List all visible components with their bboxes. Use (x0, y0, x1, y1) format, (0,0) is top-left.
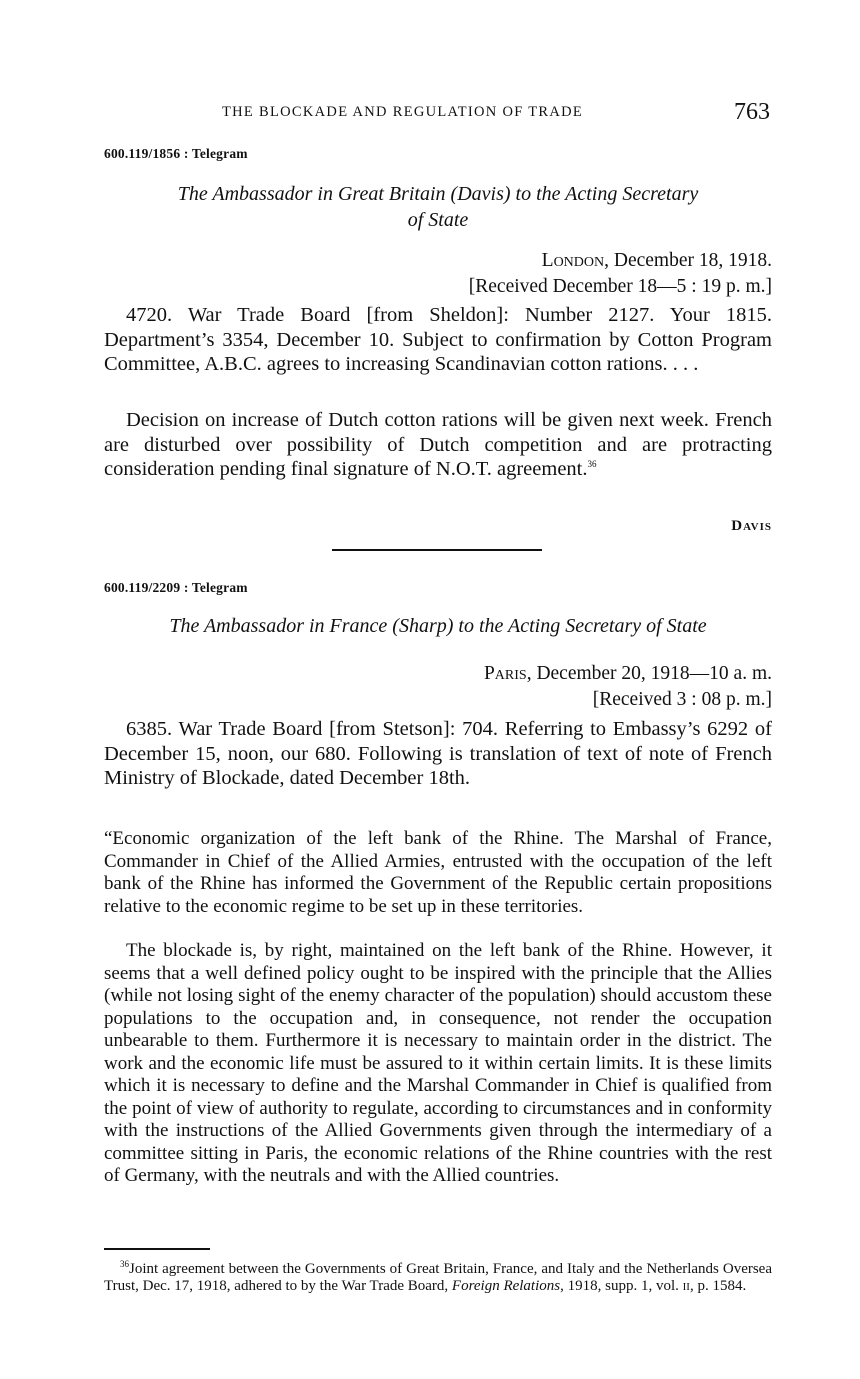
dateline-date: , December 18, 1918. (604, 250, 772, 271)
dateline-2 (104, 663, 772, 685)
dateline-place: Paris (483, 663, 527, 684)
quote-paragraph-1: “Economic organization of the left bank of the Rhine. The Marshal of France, Commander in Chief of the Allied Armies, entrusted with the occupation of the left bank of the Rhine has informed the Government of the Republic certain propositions relative to the economic regime to be set up in these territories. (104, 828, 772, 917)
footnote-text: Joint agreement between the Governments of Great Britain, France, and Italy and the Netherlands Oversea Trust, Dec. 17, 1918, adhered to by the War Trade Board, (104, 1261, 772, 1294)
paragraph-text: Decision on increase of Dutch cotton rations will be given next week. French are disturbed over possibility of Dutch competition and are protracting consideration pending final signature of N.O.T. agreement. (104, 409, 772, 480)
document-heading-1 (104, 181, 772, 233)
dateline-1 (104, 250, 772, 272)
paragraph-1-2 (104, 408, 772, 482)
file-reference-2: 600.119/2209 : Telegram (104, 580, 248, 595)
heading-line-2: of State (407, 209, 469, 231)
received-line-1: [Received December 18—5 : 19 p. m.] (468, 276, 772, 297)
running-title: THE BLOCKADE AND REGULATION OF TRADE (222, 104, 584, 120)
section-divider (332, 549, 542, 551)
footnote (104, 1261, 772, 1295)
footnote-text-end: , 1918, supp. 1, vol. (560, 1278, 683, 1294)
paragraph-1-1: 4720. War Trade Board [from Sheldon]: Number 2127. Your 1815. Department’s 3354, December 10. Subject to confirmation by Cotton Program Committee, A.B.C. agrees to increasing Scandinavian cotton rations. . . . (104, 304, 772, 375)
dateline-place: London (541, 250, 605, 271)
received-line-2: [Received 3 : 08 p. m.] (592, 689, 772, 710)
signature-1: Davis (731, 518, 772, 534)
document-heading-2: The Ambassador in France (Sharp) to the Acting Secretary of State (169, 615, 707, 637)
footnote-marker: 36 (587, 459, 597, 470)
footnote-page: , p. 1584. (689, 1278, 747, 1294)
dateline-date: , December 20, 1918—10 a. m. (526, 663, 772, 684)
footnote-volume: ii (682, 1278, 690, 1294)
file-reference-1: 600.119/1856 : Telegram (104, 146, 248, 161)
paragraph-2-1: 6385. War Trade Board [from Stetson]: 704. Referring to Embassy’s 6292 of December 15, noon, our 680. Following is translation of text of note of French Ministry of Blockade, dated December 18th. (104, 718, 772, 789)
footnote-italic-title: Foreign Relations (451, 1278, 561, 1294)
footnote-rule (104, 1248, 210, 1250)
footnote-number: 36 (120, 1259, 129, 1269)
page-number: 763 (734, 99, 770, 125)
quote-paragraph-2: The blockade is, by right, maintained on the left bank of the Rhine. However, it seems that a well defined policy ought to be inspired with the principle that the Allies (while not losing sight of the enemy character of the population) should accustom these populations to the occupation and, in consequence, not render the occupation unbearable to them. Furthermore it is necessary to maintain order in the district. The work and the economic life must be assured to it within certain limits. It is these limits which it is necessary to define and the Marshal Commander in Chief is qualified from the point of view of authority to regulate, according to circumstances and in conformity with the instructions of the Allied Governments given through the intermediary of a committee sitting in Paris, the economic relations of the Rhine countries with the rest of Germany, with the neutrals and with the Allied countries. (104, 940, 772, 1186)
heading-line-1: The Ambassador in Great Britain (Davis) to the Acting Secretary (177, 183, 699, 205)
